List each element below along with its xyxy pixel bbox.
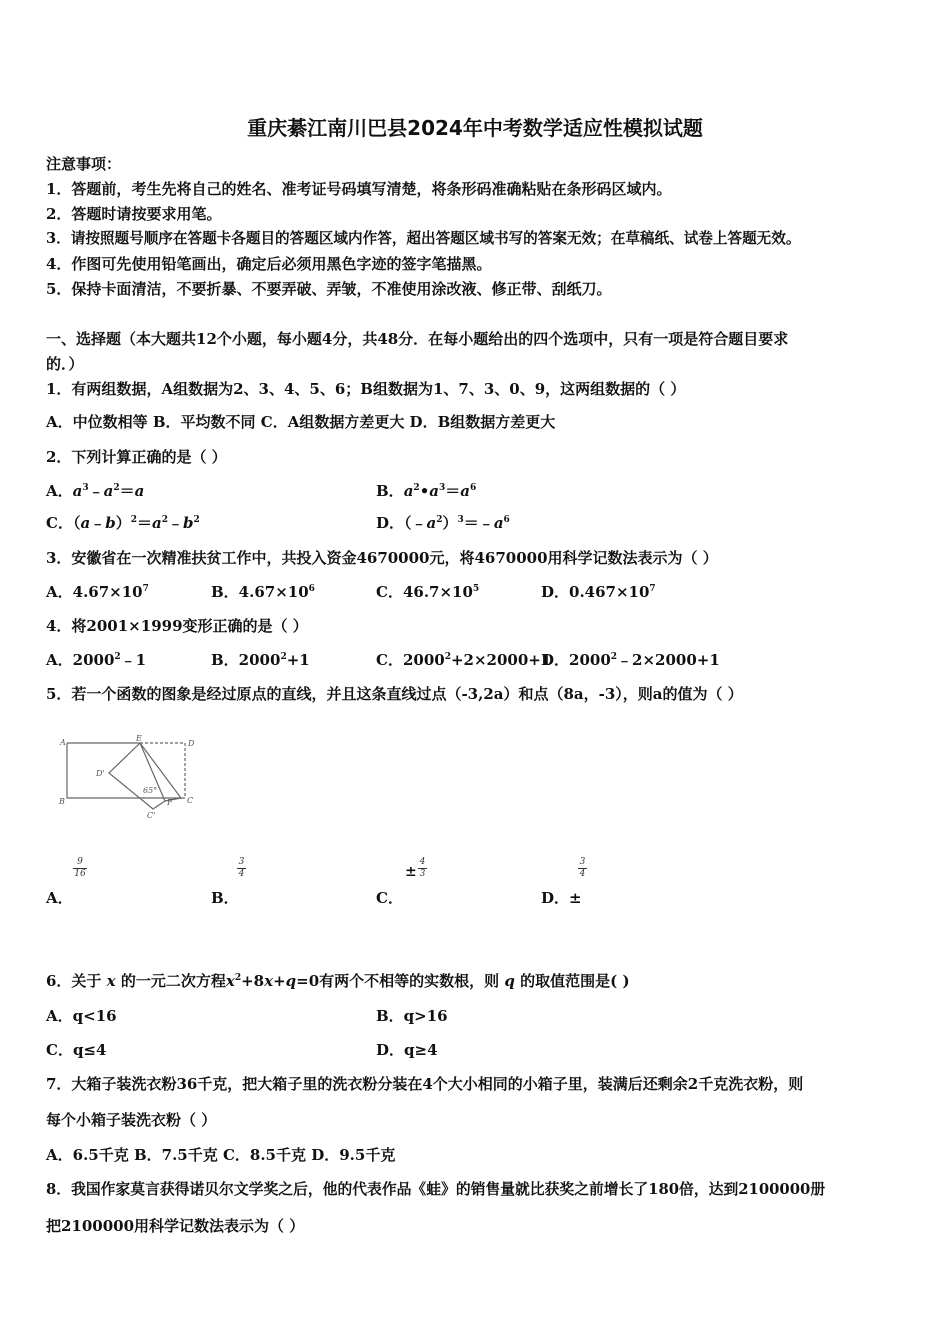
notes-heading: 注意事项： [46, 155, 122, 173]
figure-label-f: F [167, 798, 173, 807]
question-2-option-c: C．$(a﹣b)^2=a^2﹣b^2$ [46, 514, 200, 532]
question-3-option-d: D．$0.467\times 10^7$ [541, 583, 656, 601]
question-4-option-d: D．$2000^2﹣2\times 2000+1$ [541, 651, 720, 669]
question-5-option-b: B． [211, 889, 239, 907]
question-3-stem: 3．安徽省在一次精准扶贫工作中，共投入资金4670000元，将4670000用科学记数法表示为（ ） [46, 549, 718, 567]
question-2-stem: 2．下列计算正确的是（ ） [46, 448, 227, 466]
question-2-option-a: A．$a^3﹣a^2=a$ [46, 482, 145, 500]
question-7-options: A．6.5千克 B．7.5千克 C．8.5千克 D．9.5千克 [46, 1146, 396, 1164]
question-3-option-b: B．$4.67\times 10^6$ [211, 583, 315, 601]
section-heading-cont: 的．） [46, 355, 84, 373]
question-7-stem: 7．大箱子装洗衣粉36千克，把大箱子里的洗衣粉分装在4个大小相同的小箱子里，装满后还剩余2千克洗衣粉，则 [46, 1075, 804, 1093]
question-5-option-c-fraction: $\frac{4}{3}$ [419, 857, 426, 879]
figure-label-d: D [188, 739, 195, 748]
note-item: 1．答题前，考生先将自己的姓名、准考证号码填写清楚，将条形码准确粘贴在条形码区域内。 [46, 180, 672, 198]
figure-label-c: C [187, 796, 194, 805]
question-2-option-d: D．$(﹣a^2)^3=﹣a^6$ [376, 514, 510, 532]
question-6-option-c: C．q≤4 [46, 1041, 107, 1059]
question-2-option-b: B．$a^2•a^3=a^6$ [376, 482, 477, 500]
question-3-option-a: A．$4.67\times 10^7$ [46, 583, 149, 601]
note-item: 2．答题时请按要求用笔。 [46, 205, 222, 223]
figure-label-c-prime: C' [147, 811, 156, 820]
question-6-option-d: D．q≥4 [376, 1041, 438, 1059]
question-4-option-c: C．$2000^2+2\times 2000+1$ [376, 651, 552, 669]
section-heading: 一、选择题（本大题共12个小题，每小题4分，共48分．在每小题给出的四个选项中，只有一项是符合题目要求 [46, 330, 789, 348]
question-6-stem: 6．关于 x 的一元二次方程$x^2+8x+q=0$有两个不相等的实数根，则 q 的取值范围是( ) [46, 972, 630, 990]
question-5-option-b-fraction: $\frac{3}{4}$ [238, 857, 245, 879]
question-4-option-b: B．$2000^2+1$ [211, 651, 310, 669]
question-5-figure [55, 733, 205, 823]
question-4-stem: 4．将2001×1999变形正确的是（ ） [46, 617, 308, 635]
question-3-option-c: C．$46.7\times 10^5$ [376, 583, 480, 601]
question-5-option-a: A． [46, 889, 73, 907]
figure-angle-label: 65° [143, 786, 158, 795]
question-8-stem-cont: 把2100000用科学记数法表示为（ ） [46, 1217, 305, 1235]
question-6-option-a: A．q<16 [46, 1007, 117, 1025]
figure-label-e: E [136, 734, 142, 743]
question-7-stem-cont: 每个小箱子装洗衣粉（ ） [46, 1111, 217, 1129]
page-title: 重庆綦江南川巴县2024年中考数学适应性模拟试题 [247, 116, 703, 140]
question-5-option-d: D．± [541, 889, 582, 907]
question-5-option-a-fraction: $\frac{9}{16}$ [74, 857, 86, 879]
note-item: 3．请按照题号顺序在答题卡各题目的答题区域内作答，超出答题区域书写的答案无效；在草稿纸、试卷上答题无效。 [46, 230, 801, 247]
question-6-option-b: B．q>16 [376, 1007, 448, 1025]
figure-label-b: B [59, 797, 65, 806]
figure-label-a: A [60, 738, 66, 747]
question-5-stem: 5．若一个函数的图象是经过原点的直线，并且这条直线过点（-3,2a）和点（8a，-3），则a的值为（ ） [46, 685, 743, 703]
figure-label-d-prime: D' [96, 769, 105, 778]
question-1-stem: 1．有两组数据，A组数据为2、3、4、5、6；B组数据为1、7、3、0、9，这两组数据的（ ） [46, 380, 686, 398]
question-5-option-c: C． [376, 889, 403, 907]
question-5-option-c-sign: ± [405, 864, 417, 880]
note-item: 5．保持卡面清洁，不要折暴、不要弄破、弄皱，不准使用涂改液、修正带、刮纸刀。 [46, 280, 612, 298]
note-item: 4．作图可先使用铅笔画出，确定后必须用黑色字迹的签字笔描黑。 [46, 255, 492, 273]
question-4-option-a: A．2000$^2$﹣1 [46, 651, 147, 669]
question-1-options: A．中位数相等 B．平均数不同 C．A组数据方差更大 D．B组数据方差更大 [46, 413, 556, 431]
question-8-stem: 8．我国作家莫言获得诺贝尔文学奖之后，他的代表作品《蛙》的销售量就比获奖之前增长了180倍，达到2100000册 [46, 1181, 826, 1198]
question-5-option-d-fraction: $\frac{3}{4}$ [579, 857, 586, 879]
